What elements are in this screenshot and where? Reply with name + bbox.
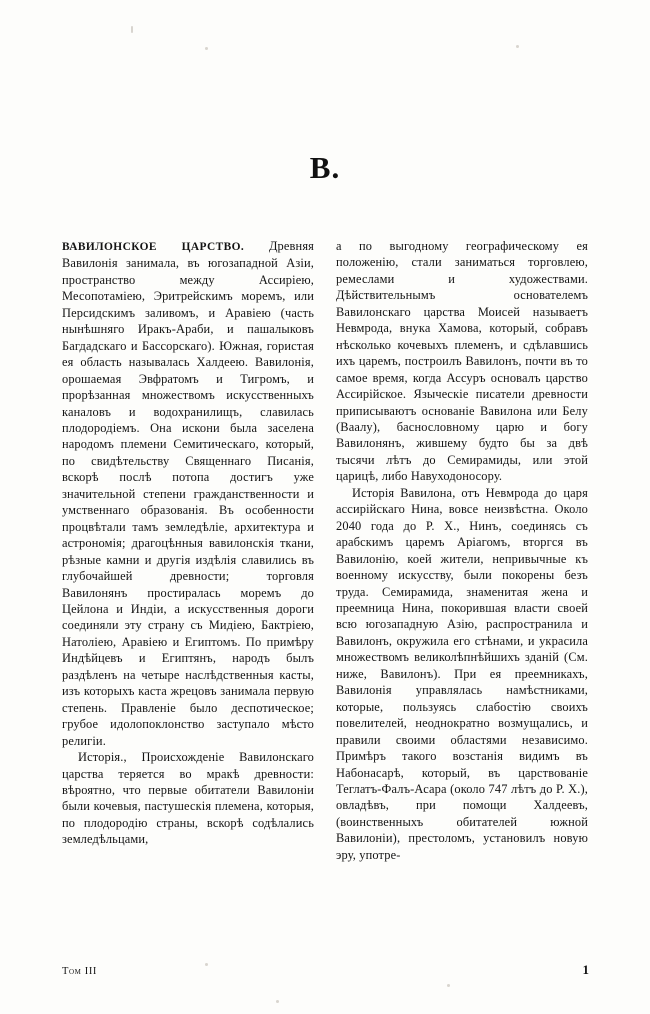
two-column-text-body — [62, 238, 589, 863]
page-footer — [62, 962, 589, 978]
volume-label: Том III — [62, 966, 98, 977]
scan-speck — [276, 1000, 279, 1003]
article-paragraph-history — [336, 485, 588, 863]
left-column — [62, 238, 314, 863]
scan-speck — [205, 47, 208, 50]
article-paragraph-history-start — [62, 749, 314, 848]
article-body-text-3: а по выгодному географическому ея положенію, стали заниматься торговлею, ремеслами и художествами. Дѣйствительнымъ основателемъ Вавилонскаго царства Моисей называетъ Невмрода, внука Хамова, который, собравъ нѣсколько кочевыхъ племенъ, и сдѣлавшись ихъ царемъ, построилъ Вавилонъ, почти въ то самое время, когда Ассуръ основалъ царство Ассирійское. Язычеcкіе писатели древности приписываютъ основаніе Вавилона или Белу (Ваалу), баснословному царю и богу Вавилонянъ, жившему будто бы за двѣ тысячи лѣтъ до Семирамиды, или этой царицѣ, либо Навуходоносору. — [336, 239, 588, 484]
article-body-text-1: Древняя Вавилонія занимала, въ югозападной Азіи, пространство между Ассиріею, Месопотаміею, Эритрейскимъ моремъ, или Персидскимъ заливомъ, и Аравіею (часть нынѣшняго Иракъ-Араби, и пашалыковъ Багдадскаго и Бассорскаго). Южная, гористая ея область называлась Халдеею. Вавилонія, орошаемая Эвфратомъ и Тигромъ, и прорѣзанная множествомъ искусственныхъ каналовъ и водохранилищъ, славилась плодородіемъ. Она искони была заселена народомъ племени Семитическаго, который, по свидѣтельству Священнаго Писанія, вскорѣ послѣ потопа достигъ уже значительной степени гражданственности и умственнаго образованія. Въ особенности процвѣтали тамъ земледѣліе, архитектура и астрономія; драгоцѣнныя вавилонскія ткани, рѣзные камни и другія издѣлія славились въ глубочайшей древности; торговля Вавилонянъ простиралась моремъ до Цейлона и Индіи, а искусственныя дороги соединяли эту страну съ Мидіею, Бактріею, Натоліею, Аравіею и Египтомъ. По примѣру Индѣйцевъ и Египтянъ, народъ былъ раздѣленъ на четыре наслѣдственныя касты, изъ которыхъ каста жрецовъ занимала первую степень. Правленіе было деспотическое; грубое идолопоклонство заступало мѣсто религіи. — [62, 239, 315, 748]
article-headword: ВАВИЛОНСКОЕ ЦАРСТВО. — [62, 241, 245, 253]
scan-speck — [447, 984, 450, 987]
scan-speck — [516, 45, 519, 48]
article-first-paragraph — [62, 238, 314, 749]
right-column — [336, 238, 588, 863]
scan-speck — [131, 26, 133, 33]
section-letter-heading: B. — [309, 150, 341, 185]
article-body-text-4: Исторія Вавилона, отъ Невмрода до царя ассирійскаго Нина, вовсе неизвѣстна. Около 2040 года до Р. Х., Нинъ, соединясь съ арабскимъ царемъ Аріагомъ, вторгся въ Вавилонію, коей жители, непривычные къ военному искусству, были покорены безъ труда. Семирамида, знаменитая жена и преемница Нина, покорившая власти своей всю югозападную Азію, распространила и Вавилонъ, окружила его стѣнами, и украсила множествомъ великолѣпнѣйшихъ зданій (См. ниже, Вавилонъ). При ея преемникахъ, Вавилонія управлялась намѣстниками, которые, пользуясь слабостію своихъ повелителей, неоднократно возмущались, и правили своими областями независимо. Примѣръ такого возстанія видимъ въ Набонасарѣ, который, въ царствованіе Теглатъ-Фалъ-Асара (около 747 лѣтъ до Р. Х.), овладѣвъ, при помощи Халдеевъ, (воинственныхъ обитателей южной Вавилоніи), престоломъ, установилъ новую эру, употре- — [336, 485, 588, 862]
article-paragraph-continued — [336, 238, 588, 485]
page-number: 1 — [582, 962, 589, 977]
article-body-text-2: Исторія., Происхожденіе Вавилонскаго царства теряется во мракѣ древности: вѣроятно, что первые обитатели Вавилоніи были кочевыя, пастушескія племена, которыя, по плодородію страны, вскорѣ содѣлались земледѣльцами, — [62, 750, 314, 847]
